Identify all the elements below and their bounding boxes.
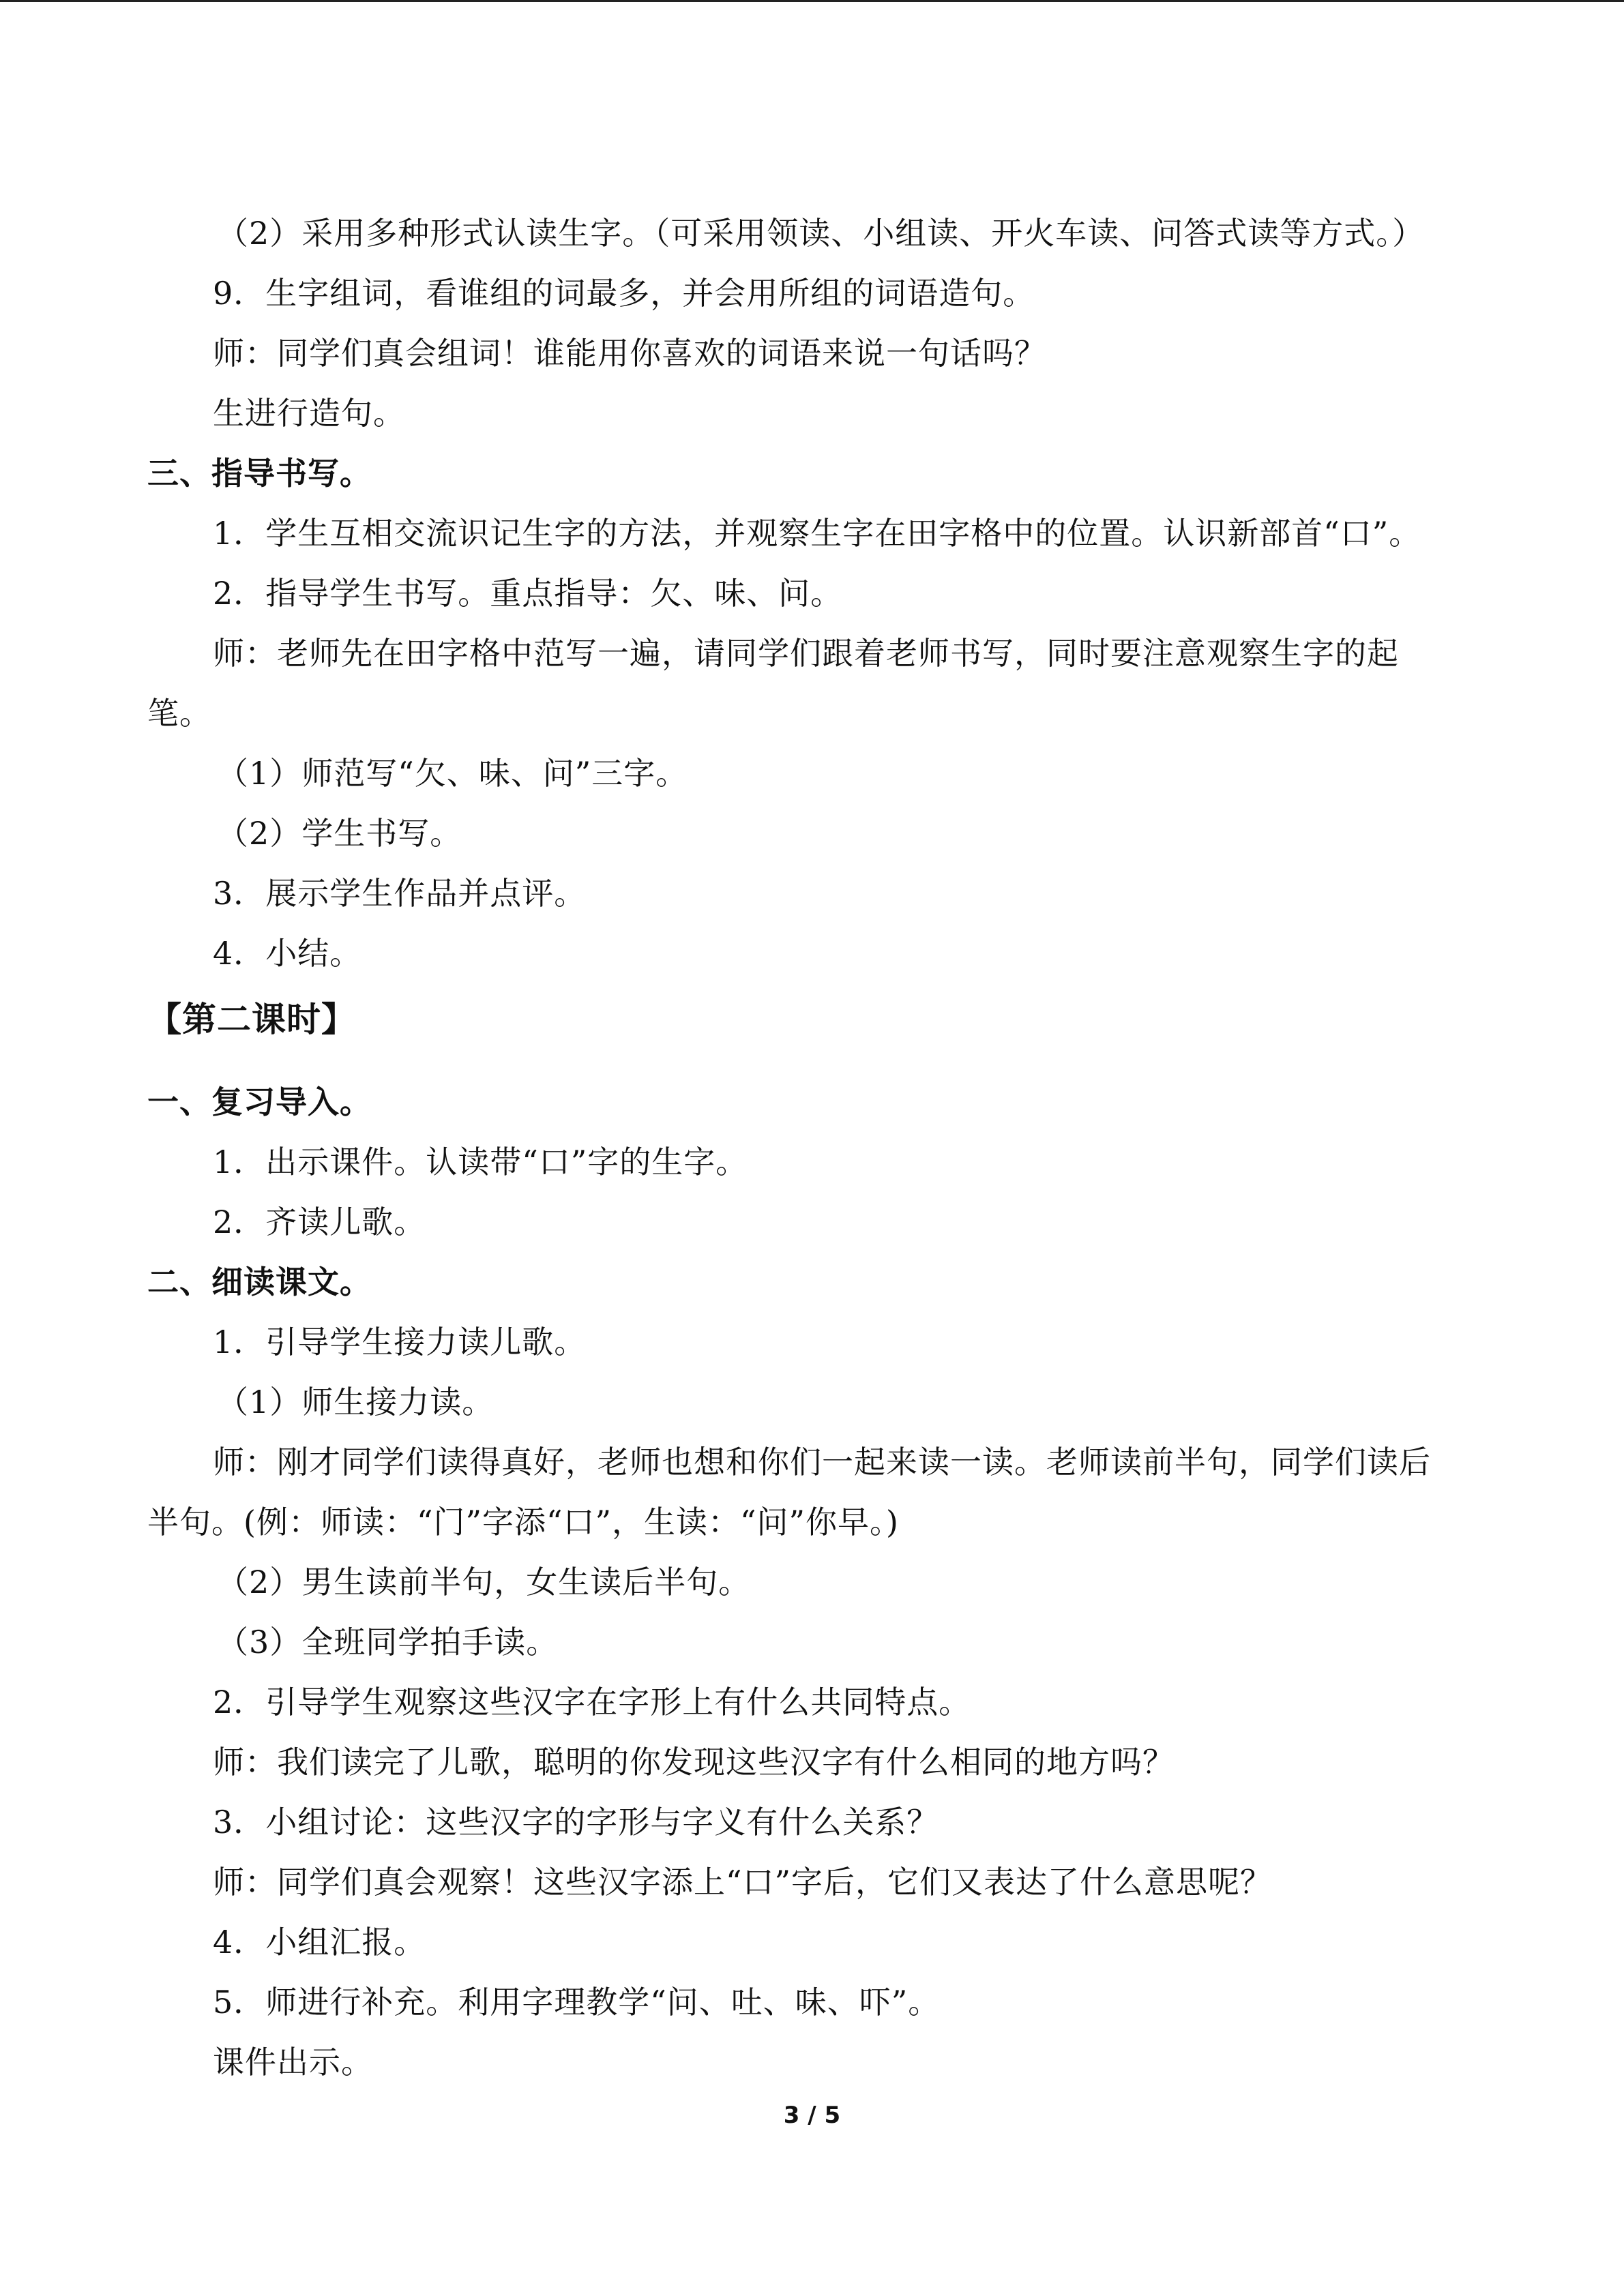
paragraph-line: 师：同学们真会组词！谁能用你喜欢的词语来说一句话吗？ xyxy=(213,335,1046,372)
paragraph-line: 3．小组讨论：这些汉字的字形与字义有什么关系？ xyxy=(213,1804,939,1840)
lesson-heading: 【第二课时】 xyxy=(147,1000,356,1039)
paragraph-line: （3）全班同学拍手读。 xyxy=(217,1624,559,1660)
paragraph-line: 4．小组汇报。 xyxy=(213,1924,426,1960)
paragraph-line: 2．齐读儿歌。 xyxy=(213,1204,426,1240)
paragraph-line: （2）学生书写。 xyxy=(217,815,462,852)
paragraph-line: （1）师生接力读。 xyxy=(217,1384,494,1420)
section-heading: 三、指导书写。 xyxy=(147,455,372,492)
paragraph-line: 1．学生互相交流识记生字的方法，并观察生字在田字格中的位置。认识新部首“口”。 xyxy=(213,515,1421,552)
paragraph-line: 半句。(例：师读：“门”字添“口”，生读：“问”你早。) xyxy=(147,1504,899,1540)
paragraph-line: 3．展示学生作品并点评。 xyxy=(213,875,587,912)
page-number: 3 / 5 xyxy=(783,2102,841,2129)
paragraph-line: 9．生字组词，看谁组的词最多，并会用所组的词语造句。 xyxy=(213,275,1035,312)
paragraph-line: 5．师进行补充。利用字理教学“问、吐、味、吓”。 xyxy=(213,1984,941,2021)
paragraph-line: 师：我们读完了儿歌，聪明的你发现这些汉字有什么相同的地方吗？ xyxy=(213,1744,1175,1780)
paragraph-line: 师：刚才同学们读得真好，老师也想和你们一起来读一读。老师读前半句，同学们读后 xyxy=(213,1444,1431,1480)
paragraph-line: 2．引导学生观察这些汉字在字形上有什么共同特点。 xyxy=(213,1684,971,1720)
paragraph-line: 师：老师先在田字格中范写一遍，请同学们跟着老师书写，同时要注意观察生字的起 xyxy=(213,635,1399,672)
paragraph-line: 师：同学们真会观察！这些汉字添上“口”字后，它们又表达了什么意思呢？ xyxy=(213,1864,1273,1900)
paragraph-line: 4．小结。 xyxy=(213,935,362,972)
paragraph-line: 1．出示课件。认读带“口”字的生字。 xyxy=(213,1144,748,1180)
paragraph-line: （1）师范写“欠、味、问”三字。 xyxy=(217,755,688,792)
paragraph-line: 课件出示。 xyxy=(213,2044,373,2081)
paragraph-line: 1．引导学生接力读儿歌。 xyxy=(213,1324,587,1360)
section-heading: 一、复习导入。 xyxy=(147,1084,372,1120)
paragraph-line: （2）男生读前半句，女生读后半句。 xyxy=(217,1564,751,1600)
section-heading: 二、细读课文。 xyxy=(147,1264,372,1300)
paragraph-line: 笔。 xyxy=(147,695,211,732)
paragraph-line: 2．指导学生书写。重点指导：欠、味、问。 xyxy=(213,575,843,612)
paragraph-line: （2）采用多种形式认读生字。（可采用领读、小组读、开火车读、问答式读等方式。） xyxy=(217,215,1425,252)
paragraph-line: 生进行造句。 xyxy=(213,395,405,432)
